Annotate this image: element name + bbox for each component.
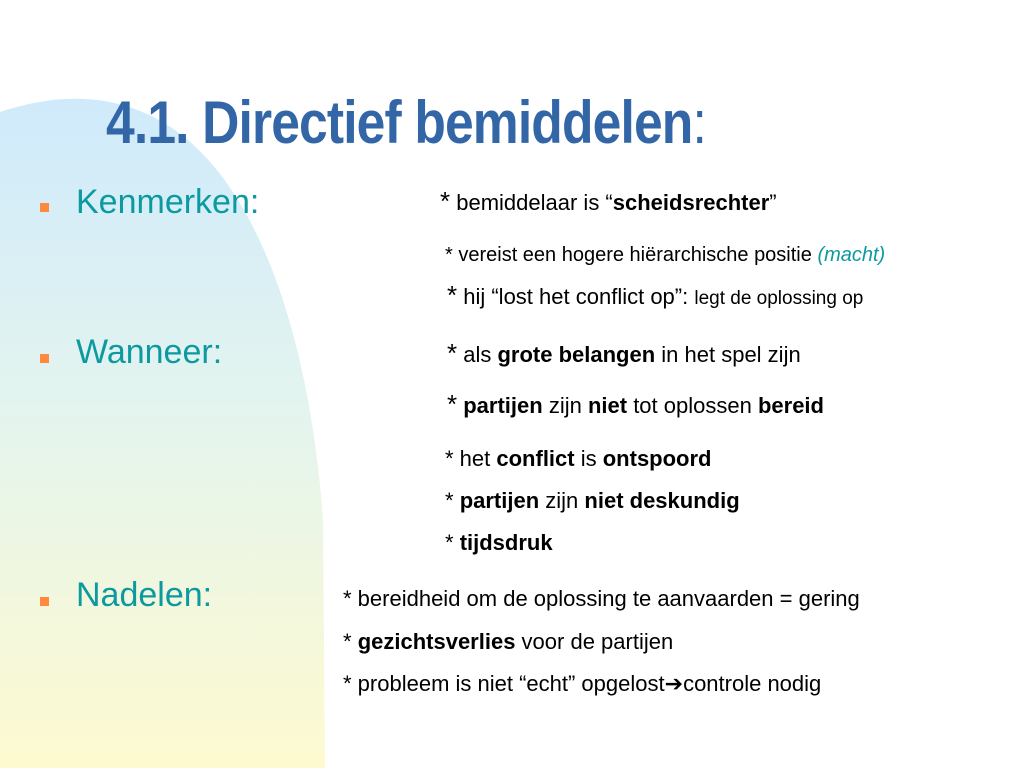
kenmerken-line-1: * bemiddelaar is “scheidsrechter” [440, 186, 777, 216]
wanneer-line-2: * partijen zijn niet tot oplossen bereid [447, 389, 824, 419]
right-arrow-icon: ➔ [664, 671, 684, 696]
wanneer-line-4: * partijen zijn niet deskundig [445, 488, 740, 513]
slide-title-colon: : [692, 89, 706, 156]
bullet-square-icon [40, 354, 49, 363]
nadelen-line-3: * probleem is niet “echt” opgelost➔controle nodig [343, 671, 822, 696]
wanneer-line-3: * het conflict is ontspoord [445, 446, 712, 471]
wanneer-line-5: * tijdsdruk [445, 530, 553, 555]
section-label-kenmerken: Kenmerken: [76, 183, 260, 221]
slide-title-text: 4.1. Directief bemiddelen [106, 89, 693, 156]
wanneer-line-1: * als grote belangen in het spel zijn [447, 338, 801, 368]
slide-title [106, 88, 706, 157]
kenmerken-line-3: * hij “lost het conflict op”: legt de oplossing op [447, 280, 864, 310]
bullet-square-icon [40, 203, 49, 212]
kenmerken-line-2: * vereist een hogere hiërarchische positie (macht) [445, 244, 886, 266]
nadelen-line-1: * bereidheid om de oplossing te aanvaarden = gering [343, 586, 860, 611]
section-label-wanneer: Wanneer: [76, 333, 223, 371]
nadelen-line-2: * gezichtsverlies voor de partijen [343, 629, 674, 654]
bullet-square-icon [40, 597, 49, 606]
section-label-nadelen: Nadelen: [76, 576, 213, 614]
